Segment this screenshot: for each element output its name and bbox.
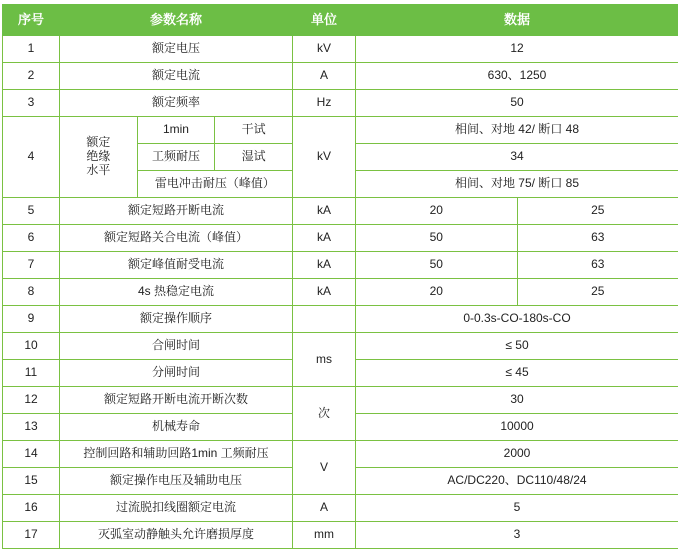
insulation-sub-lightning: 雷电冲击耐压（峰值）	[137, 171, 292, 198]
table-row	[3, 198, 678, 225]
row-data: 5	[356, 495, 678, 522]
row-no: 16	[3, 495, 60, 522]
table-row	[3, 306, 678, 333]
row-data: 12	[356, 36, 678, 63]
table-row	[3, 225, 678, 252]
insulation-data-wet: 34	[356, 144, 678, 171]
row-no: 1	[3, 36, 60, 63]
row-unit: mm	[293, 522, 356, 549]
insulation-label-line3: 水平	[60, 164, 137, 178]
row-param: 机械寿命	[60, 414, 293, 441]
row-no: 6	[3, 225, 60, 252]
row-unit: A	[293, 495, 356, 522]
row-param: 额定短路开断电流开断次数	[60, 387, 293, 414]
row-param: 控制回路和辅助回路1min 工频耐压	[60, 441, 293, 468]
row-no: 2	[3, 63, 60, 90]
row-unit: Hz	[293, 90, 356, 117]
table-row	[3, 252, 678, 279]
row-data-right: 63	[517, 225, 678, 252]
table-row	[3, 279, 678, 306]
insulation-data-lightning: 相间、对地 75/ 断口 85	[356, 171, 678, 198]
table-row	[3, 36, 678, 63]
row-data: 50	[356, 90, 678, 117]
row-no: 14	[3, 441, 60, 468]
row-no: 3	[3, 90, 60, 117]
column-header-no: 序号	[3, 5, 60, 36]
row-param: 额定电流	[60, 63, 293, 90]
technical-parameters-table	[2, 4, 678, 549]
insulation-label-line1: 额定	[60, 136, 137, 150]
insulation-test-wet: 湿试	[215, 144, 293, 171]
insulation-label	[60, 117, 138, 198]
row-param: 额定操作顺序	[60, 306, 293, 333]
row-data-left: 20	[356, 279, 518, 306]
table-header-row	[3, 5, 678, 36]
row-param: 额定频率	[60, 90, 293, 117]
row-no: 10	[3, 333, 60, 360]
row-no: 11	[3, 360, 60, 387]
row-data: 630、1250	[356, 63, 678, 90]
row-no: 17	[3, 522, 60, 549]
row-unit: kA	[293, 279, 356, 306]
row-no: 4	[3, 117, 60, 198]
row-data: 0-0.3s-CO-180s-CO	[356, 306, 678, 333]
table-row	[3, 63, 678, 90]
row-param: 额定操作电压及辅助电压	[60, 468, 293, 495]
table-row	[3, 495, 678, 522]
row-unit: A	[293, 63, 356, 90]
row-data-right: 25	[517, 198, 678, 225]
row-no: 7	[3, 252, 60, 279]
table-row	[3, 333, 678, 360]
row-data: AC/DC220、DC110/48/24	[356, 468, 678, 495]
row-data-left: 50	[356, 252, 518, 279]
table-row	[3, 387, 678, 414]
insulation-sub-1min: 1min	[137, 117, 215, 144]
row-param: 分闸时间	[60, 360, 293, 387]
row-unit: 次	[293, 387, 356, 441]
insulation-unit: kV	[293, 117, 356, 198]
row-unit: kA	[293, 252, 356, 279]
row-no: 15	[3, 468, 60, 495]
table-row	[3, 522, 678, 549]
table-head	[3, 5, 678, 36]
row-param: 额定短路关合电流（峰值）	[60, 225, 293, 252]
row-unit: V	[293, 441, 356, 495]
insulation-row-dry	[3, 117, 678, 144]
column-header-param: 参数名称	[60, 5, 293, 36]
table-row	[3, 90, 678, 117]
row-data: 30	[356, 387, 678, 414]
row-param: 过流脱扣线圈额定电流	[60, 495, 293, 522]
row-data: 10000	[356, 414, 678, 441]
row-param: 额定短路开断电流	[60, 198, 293, 225]
row-unit: ms	[293, 333, 356, 387]
row-data-left: 50	[356, 225, 518, 252]
insulation-label-line2: 绝缘	[60, 150, 137, 164]
row-data: ≤ 50	[356, 333, 678, 360]
row-data: 2000	[356, 441, 678, 468]
insulation-sub-power-frequency: 工频耐压	[137, 144, 215, 171]
row-unit: kA	[293, 198, 356, 225]
row-unit: kA	[293, 225, 356, 252]
insulation-data-dry: 相间、对地 42/ 断口 48	[356, 117, 678, 144]
row-param: 灭弧室动静触头允许磨损厚度	[60, 522, 293, 549]
row-no: 5	[3, 198, 60, 225]
row-data-left: 20	[356, 198, 518, 225]
row-param: 4s 热稳定电流	[60, 279, 293, 306]
insulation-test-dry: 干试	[215, 117, 293, 144]
row-data: ≤ 45	[356, 360, 678, 387]
row-data: 3	[356, 522, 678, 549]
row-data-right: 25	[517, 279, 678, 306]
column-header-data: 数据	[356, 5, 678, 36]
row-no: 13	[3, 414, 60, 441]
row-param: 额定电压	[60, 36, 293, 63]
row-no: 12	[3, 387, 60, 414]
column-header-unit: 单位	[293, 5, 356, 36]
row-data-right: 63	[517, 252, 678, 279]
row-no: 9	[3, 306, 60, 333]
row-param: 额定峰值耐受电流	[60, 252, 293, 279]
table-body	[3, 36, 678, 549]
row-no: 8	[3, 279, 60, 306]
table-row	[3, 441, 678, 468]
row-param: 合闸时间	[60, 333, 293, 360]
row-unit	[293, 306, 356, 333]
row-unit: kV	[293, 36, 356, 63]
